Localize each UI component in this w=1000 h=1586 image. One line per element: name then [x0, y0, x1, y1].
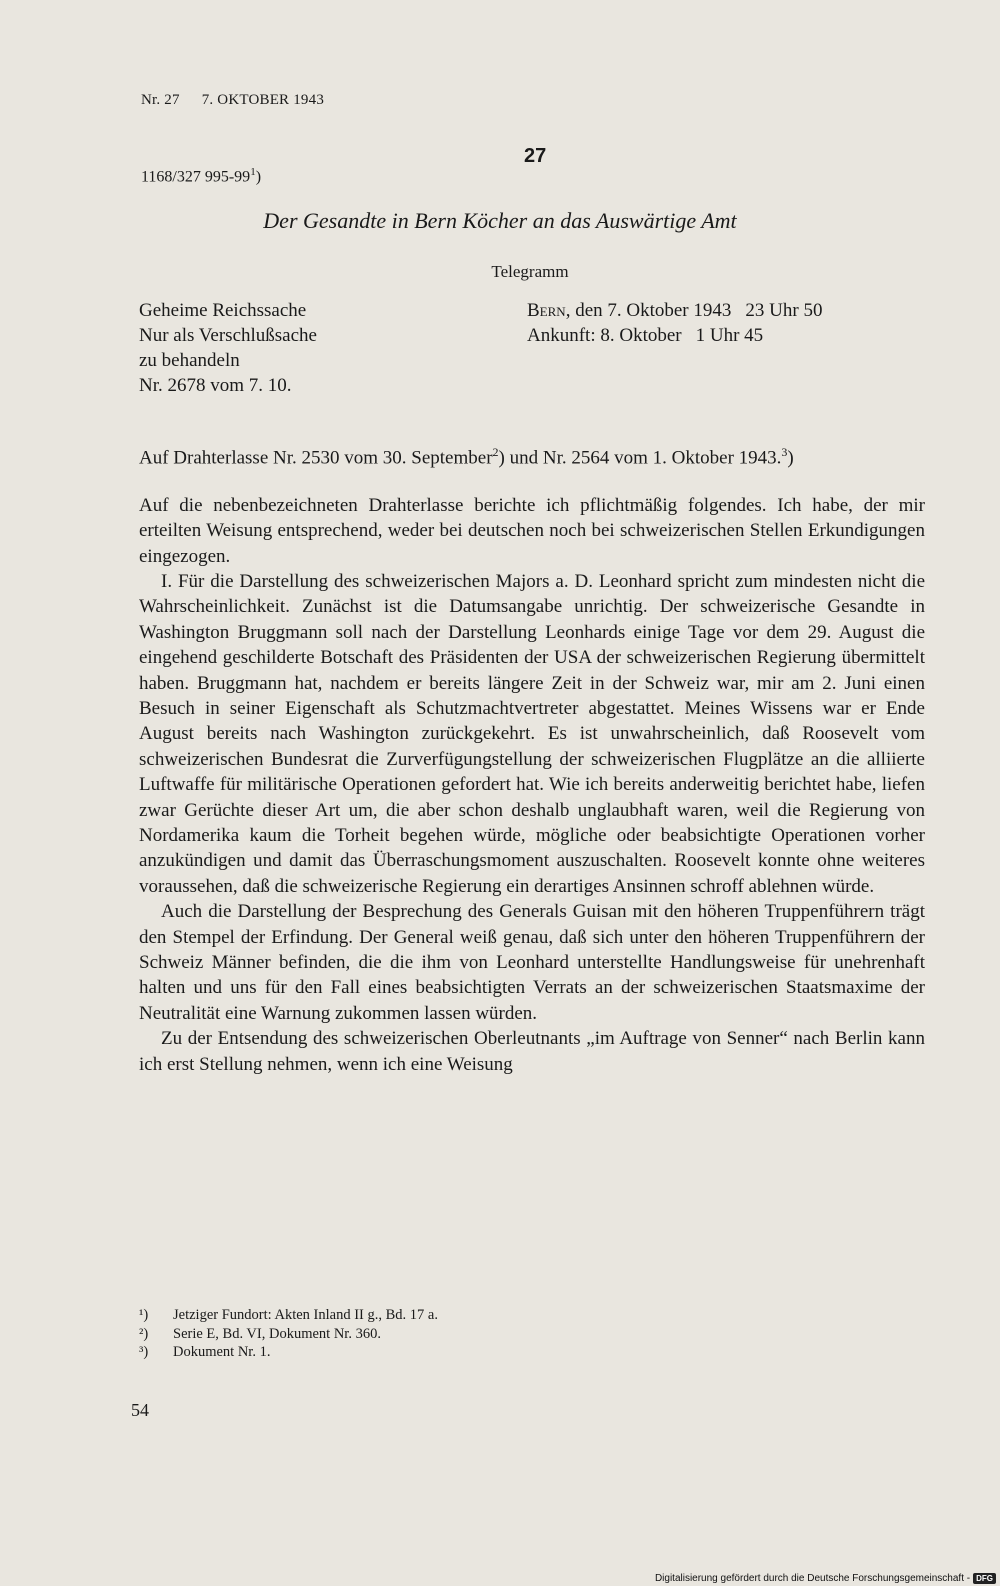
classification-line: Geheime Reichssache — [139, 300, 307, 321]
footnote-mark: ²) — [139, 1325, 149, 1342]
dfg-logo-icon: DFG — [973, 1573, 996, 1584]
credit-text: Digitalisierung gefördert durch die Deutsche Forschungsgemeinschaft - — [654, 1573, 971, 1584]
dispatch-sent: Bern, den 7. Oktober 1943 23 Uhr 50 — [527, 300, 823, 321]
classification-block — [139, 298, 317, 398]
footnote: ¹) Jetziger Fundort: Akten Inland II g., Bd. 17 a. — [139, 1307, 438, 1323]
dispatch-block — [527, 298, 822, 348]
footnote-ref-3[interactable]: 3 — [781, 445, 788, 459]
footnote-ref-1[interactable]: 1 — [250, 166, 256, 178]
page-number: 54 — [131, 1400, 149, 1420]
footnotes — [139, 1306, 438, 1362]
classification-line: Nur als Verschlußsache — [139, 325, 317, 346]
footnote-ref-2[interactable]: 2 — [492, 445, 499, 459]
document-body — [139, 440, 925, 1077]
dispatch-sent-time: 23 Uhr 50 — [745, 300, 823, 321]
body-paragraph: I. Für die Darstellung des schweizerischen Majors a. D. Leonhard spricht zum mindesten nicht die Wahrscheinlichkeit. Zunächst ist die Datumsangabe unrichtig. Der schweizerische Gesandte in Washington Bruggmann soll nach der Darstellung Leonhards einige Tage vor dem 29. August die eingehend geschilderte Botschaft des Präsidenten der USA der schweizerischen Regierung übermittelt haben. Bruggmann hat, nachdem er bereits längere Zeit in der Schweiz war, mir am 2. Juni einen Besuch in seiner Eigenschaft als Schutzmachtvertreter abgestattet. Meines Wissens war er Ende August bereits nach Washington zurückgekehrt. Es ist unwahrscheinlich, daß Roosevelt vom schweizerischen Bundesrat die Zurverfügungstellung der schweizerischen Flugplätze an die alliierte Luftwaffe für militärische Operationen gefordert hat. Wie ich bereits anderweitig berichtet habe, liefen zwar Gerüchte dieser Art um, die aber schon deshalb unglaubhaft waren, weil die Regierung von Nordamerika kaum die Torheit begehen würde, mögliche oder beabsichtigte Operationen vorher anzukündigen und damit das Überraschungsmoment auszuschalten. Roosevelt konnte ohne weiteres voraussehen, daß die schweizerische Regierung ein derartiges Ansinnen schroff ablehnen würde. — [139, 570, 925, 897]
film-reference: 1168/327 $995-99^1$) — [141, 166, 262, 186]
film-reference-text: 1168/327 995-99 — [141, 168, 251, 186]
telegram-number: Nr. 2678 vom 7. 10. — [139, 375, 292, 396]
reference-paragraph: Auf Drahterlasse Nr. 2530 vom 30. September$^2$) und Nr. 2564 vom 1. Oktober 1943.$^3$) — [139, 445, 794, 469]
running-head — [141, 92, 324, 109]
dispatch-place: Bern — [527, 300, 566, 321]
body-paragraph: Auf die nebenbezeichneten Drahterlasse berichte ich pflichtmäßig folgendes. Ich habe, der mir erteilten Weisung entsprechend, weder bei deutschen noch bei schweizerischen Stellen Erkundigungen eingezogen. — [139, 494, 925, 567]
body-paragraph: Zu der Entsendung des schweizerischen Oberleutnants „im Auftrage von Senner“ nach Berlin kann ich erst Stellung nehmen, wenn ich eine Weisung — [139, 1028, 925, 1075]
footnote-mark: ¹) — [139, 1307, 149, 1323]
document-title: Der Gesandte in Bern Köcher an das Auswärtige Amt — [263, 208, 737, 233]
footnote: ³) Dokument Nr. 1. — [139, 1344, 271, 1360]
body-paragraph: Auch die Darstellung der Besprechung des Generals Guisan mit den höheren Truppenführern trägt den Stempel der Erfindung. Der General weiß genau, daß sich unter den höheren Truppenführern der Schweiz Männer befinden, die die ihm von Leonhard unterstellte Handlungsweise für unehrenhaft halten und uns für den Fall eines beabsichtigten Verrats an der schweizerischen Staatsmaxime der Neutralität eine Warnung zukommen lassen würden. — [139, 901, 925, 1024]
running-head-number: Nr. 27 — [141, 92, 180, 108]
footnote: ²) Serie E, Bd. VI, Dokument Nr. 360. — [139, 1325, 381, 1342]
document-type: Telegramm — [491, 262, 569, 281]
footnote-mark: ³) — [139, 1344, 149, 1360]
classification-line: zu behandeln — [139, 350, 240, 371]
document-number: 27 — [524, 145, 547, 167]
digitization-credit — [655, 1573, 996, 1584]
dispatch-arrival-time: 1 Uhr 45 — [695, 325, 764, 346]
dispatch-arrival: Ankunft: 8. Oktober 1 Uhr 45 — [527, 325, 764, 346]
running-head-date: 7. OKTOBER 1943 — [201, 92, 325, 108]
